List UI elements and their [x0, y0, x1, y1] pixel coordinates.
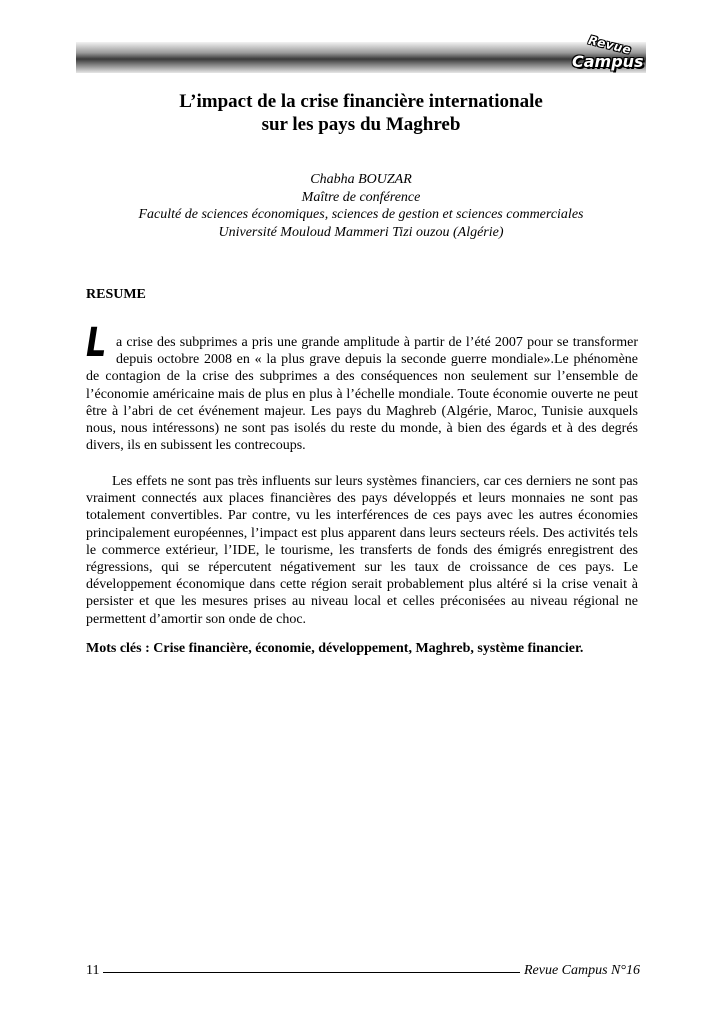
journal-logo [566, 32, 648, 78]
page-number: 11 [86, 963, 100, 978]
logo-revue-text: Revue [586, 32, 633, 58]
abstract-paragraph-1 [86, 320, 638, 454]
title-line-2: sur les pays du Maghreb [261, 114, 461, 135]
paragraph-1-text: a crise des subprimes a pris une grande amplitude à partir de l’été 2007 pour se transformer depuis octobre 2008 en « la plus grave depuis la seconde guerre mondiale».Le phénomène de contagion de la crise des subprimes a des conséquences non seulement sur l’ensemble de l’économie américaine mais de plus en plus à l’échelle mondiale. Toute économie ouverte ne peut être à l’abri de cet événement majeur. Les pays du Maghreb (Algérie, Maroc, Tunisie auxquels nous, nous intéressons) ne sont pas isolés du reste du monde, à bien des égards et à des degrés divers, ils en subissent les contrecoups. [86, 335, 638, 454]
author-block [76, 171, 646, 241]
article-title [76, 90, 646, 136]
author-university: Université Mouloud Mammeri Tizi ouzou (Algérie) [218, 224, 504, 240]
abstract-heading: RESUME [86, 287, 146, 302]
keywords: Mots clés : Crise financière, économie, développement, Maghreb, système financier. [86, 641, 584, 656]
logo-campus-text: Campus [572, 52, 644, 71]
header-banner [76, 42, 646, 73]
author-position: Maître de conférence [301, 189, 421, 205]
author-name: Chabha BOUZAR [310, 172, 412, 187]
journal-name: Revue Campus N°16 [523, 963, 640, 978]
title-line-1: L’impact de la crise financière internationale [179, 91, 543, 112]
abstract-paragraph-2: Les effets ne sont pas très influents sur leurs systèmes financiers, car ces derniers ne sont pas vraiment connectés aux places financières des pays développés et leurs monnaies ne sont pas totalement convertibles. Par contre, vu les interférences de ces pays avec les autres économies principalement européennes, l’impact est plus apparent dans leurs secteurs réels. Des activités tels le commerce extérieur, l’IDE, le tourisme, les transferts de fonds des émigrés enregistrent des régressions, qui se répercutent négativement sur les taux de croissance de ces pays. Le développement économique dans cette région serait probablement plus altéré si la crise venait à persister et que les mesures prises au niveau local et celles préconisées au niveau régional ne permettent d’amortir son onde de choc. [86, 474, 638, 627]
page-footer [86, 963, 640, 979]
author-faculty: Faculté de sciences économiques, sciences de gestion et sciences commerciales [138, 207, 584, 222]
footer-rule [103, 972, 519, 973]
drop-cap: L [86, 320, 107, 366]
